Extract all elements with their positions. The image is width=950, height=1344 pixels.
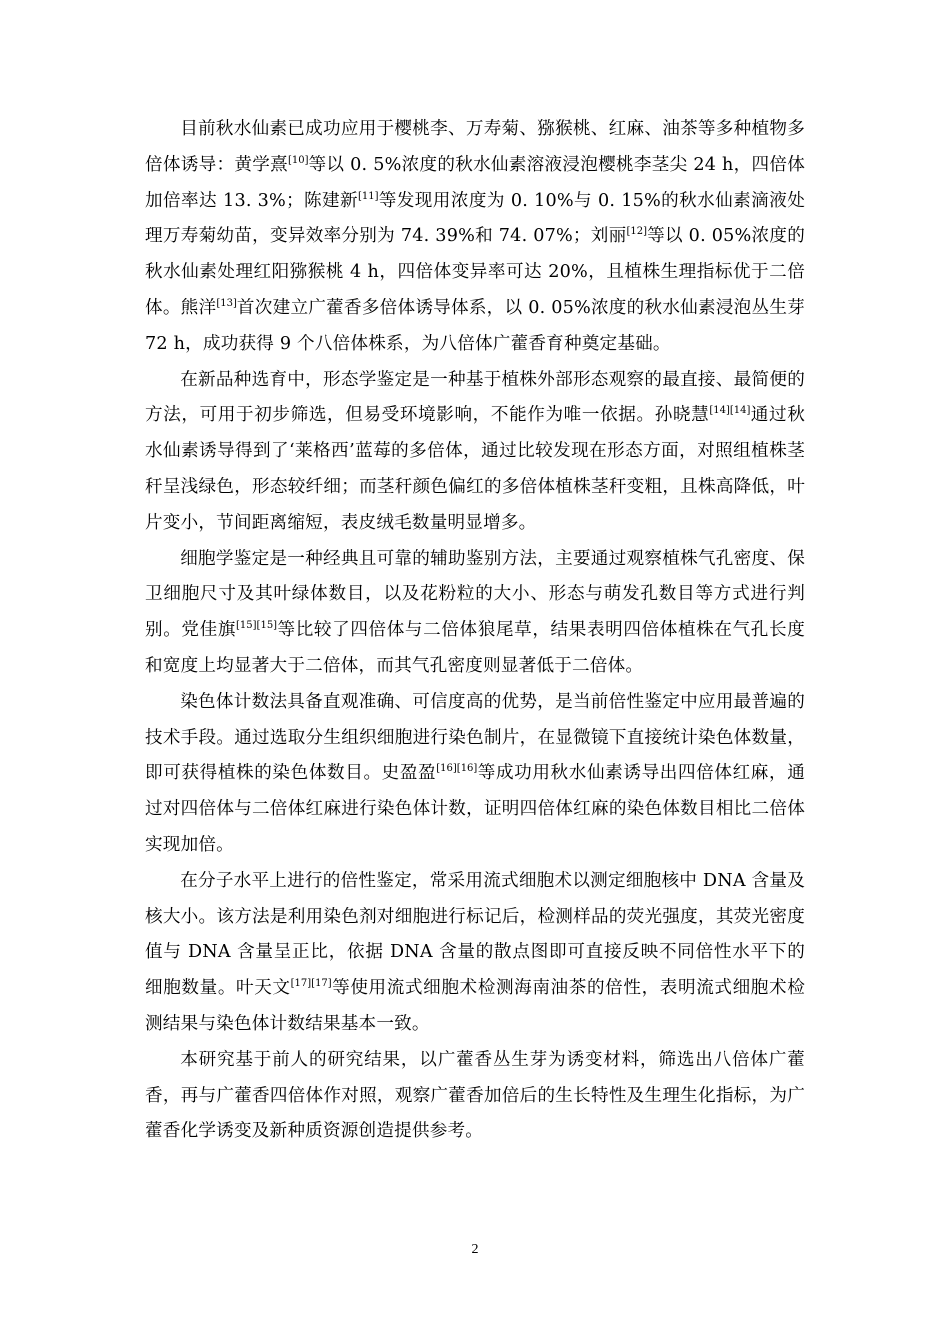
citation-marker: [17][17] xyxy=(290,978,332,990)
text-run: 等使用流式细胞术检测海南油茶的倍性，表明流式细胞术检测结果与染色体计数结果基本一致。 xyxy=(145,978,806,1034)
paragraph xyxy=(145,363,805,542)
paragraph xyxy=(145,542,805,685)
page-number: 2 xyxy=(471,1242,479,1257)
text-run: 本研究基于前人的研究结果，以广藿香丛生芽为诱变材料，筛选出八倍体广藿香，再与广藿香四倍体作对照，观察广藿香加倍后的生长特性及生理生化指标，为广藿香化学诱变及新种质资源创造提供参考。 xyxy=(145,1049,805,1142)
text-run: 首次建立广藿香多倍体诱导体系，以 0. 05%浓度的秋水仙素浸泡丛生芽 72 h，成功获得 9 个八倍体株系，为八倍体广藿香育种奠定基础。 xyxy=(145,297,805,354)
text-run: 在新品种选育中，形态学鉴定是一种基于植株外部形态观察的最直接、最简便的方法，可用于初步筛选，但易受环境影响，不能作为唯一依据。孙晓慧 xyxy=(145,369,805,426)
text-run: 细胞学鉴定是一种经典且可靠的辅助鉴别方法，主要通过观察植株气孔密度、保卫细胞尺寸及其叶绿体数目，以及花粉粒的大小、形态与萌发孔数目等方式进行判别。党佳旗 xyxy=(145,548,805,641)
text-run: 等成功用秋水仙素诱导出四倍体红麻，通过对四倍体与二倍体红麻进行染色体计数，证明四倍体红麻的染色体数目相比二倍体实现加倍。 xyxy=(145,763,805,855)
citation-marker: [11] xyxy=(358,190,379,202)
text-run: 等以 0. 05%浓度的秋水仙素处理红阳猕猴桃 4 h，四倍体变异率可达 20%，且植株生理指标优于二倍体。熊洋 xyxy=(145,226,806,318)
citation-marker: [10] xyxy=(287,154,309,166)
citation-marker: [13] xyxy=(216,297,237,309)
paragraph xyxy=(145,112,805,363)
citation-marker: [12] xyxy=(626,226,648,238)
text-run: 在分子水平上进行的倍性鉴定，常采用流式细胞术以测定细胞核中 DNA 含量及核大小。该方法是利用染色剂对细胞进行标记后，检测样品的荧光强度，其荧光密度值与 DNA 含量呈正比，依据 DNA 含量的散点图即可直接反映不同倍性水平下的细胞数量。叶天文 xyxy=(145,870,805,999)
text-run: 等发现用浓度为 0. 10%与 0. 15%的秋水仙素滴液处理万寿菊幼苗，变异效率分别为 74. 39%和 74. 07%；刘丽 xyxy=(145,190,806,247)
paragraph xyxy=(145,864,805,1043)
text-run: 等比较了四倍体与二倍体狼尾草，结果表明四倍体植株在气孔长度和宽度上均显著大于二倍体，而其气孔密度则显著低于二倍体。 xyxy=(145,620,805,676)
body-text xyxy=(145,112,805,1150)
text-run: 目前秋水仙素已成功应用于樱桃李、万寿菊、猕猴桃、红麻、油茶等多种植物多倍体诱导：黄学熹 xyxy=(145,119,805,175)
citation-marker: [14][14] xyxy=(709,405,751,417)
paragraph xyxy=(145,685,805,864)
text-run: 等以 0. 5%浓度的秋水仙素溶液浸泡樱桃李茎尖 24 h，四倍体加倍率达 13. 3%；陈建新 xyxy=(145,154,806,211)
citation-marker: [15][15] xyxy=(236,620,278,632)
text-run: 染色体计数法具备直观准确、可信度高的优势，是当前倍性鉴定中应用最普遍的技术手段。通过选取分生组织细胞进行染色制片，在显微镜下直接统计染色体数量，即可获得植株的染色体数目。史盈盈 xyxy=(145,691,805,784)
paragraph xyxy=(145,1043,805,1150)
citation-marker: [16][16] xyxy=(436,763,478,775)
text-run: 通过秋水仙素诱导得到了‘莱格西’蓝莓的多倍体，通过比较发现在形态方面，对照组植株茎秆呈浅绿色，形态较纤细；而茎秆颜色偏红的多倍体植株茎秆变粗，且株高降低，叶片变小，节间距离缩短，表皮绒毛数量明显增多。 xyxy=(145,405,805,533)
